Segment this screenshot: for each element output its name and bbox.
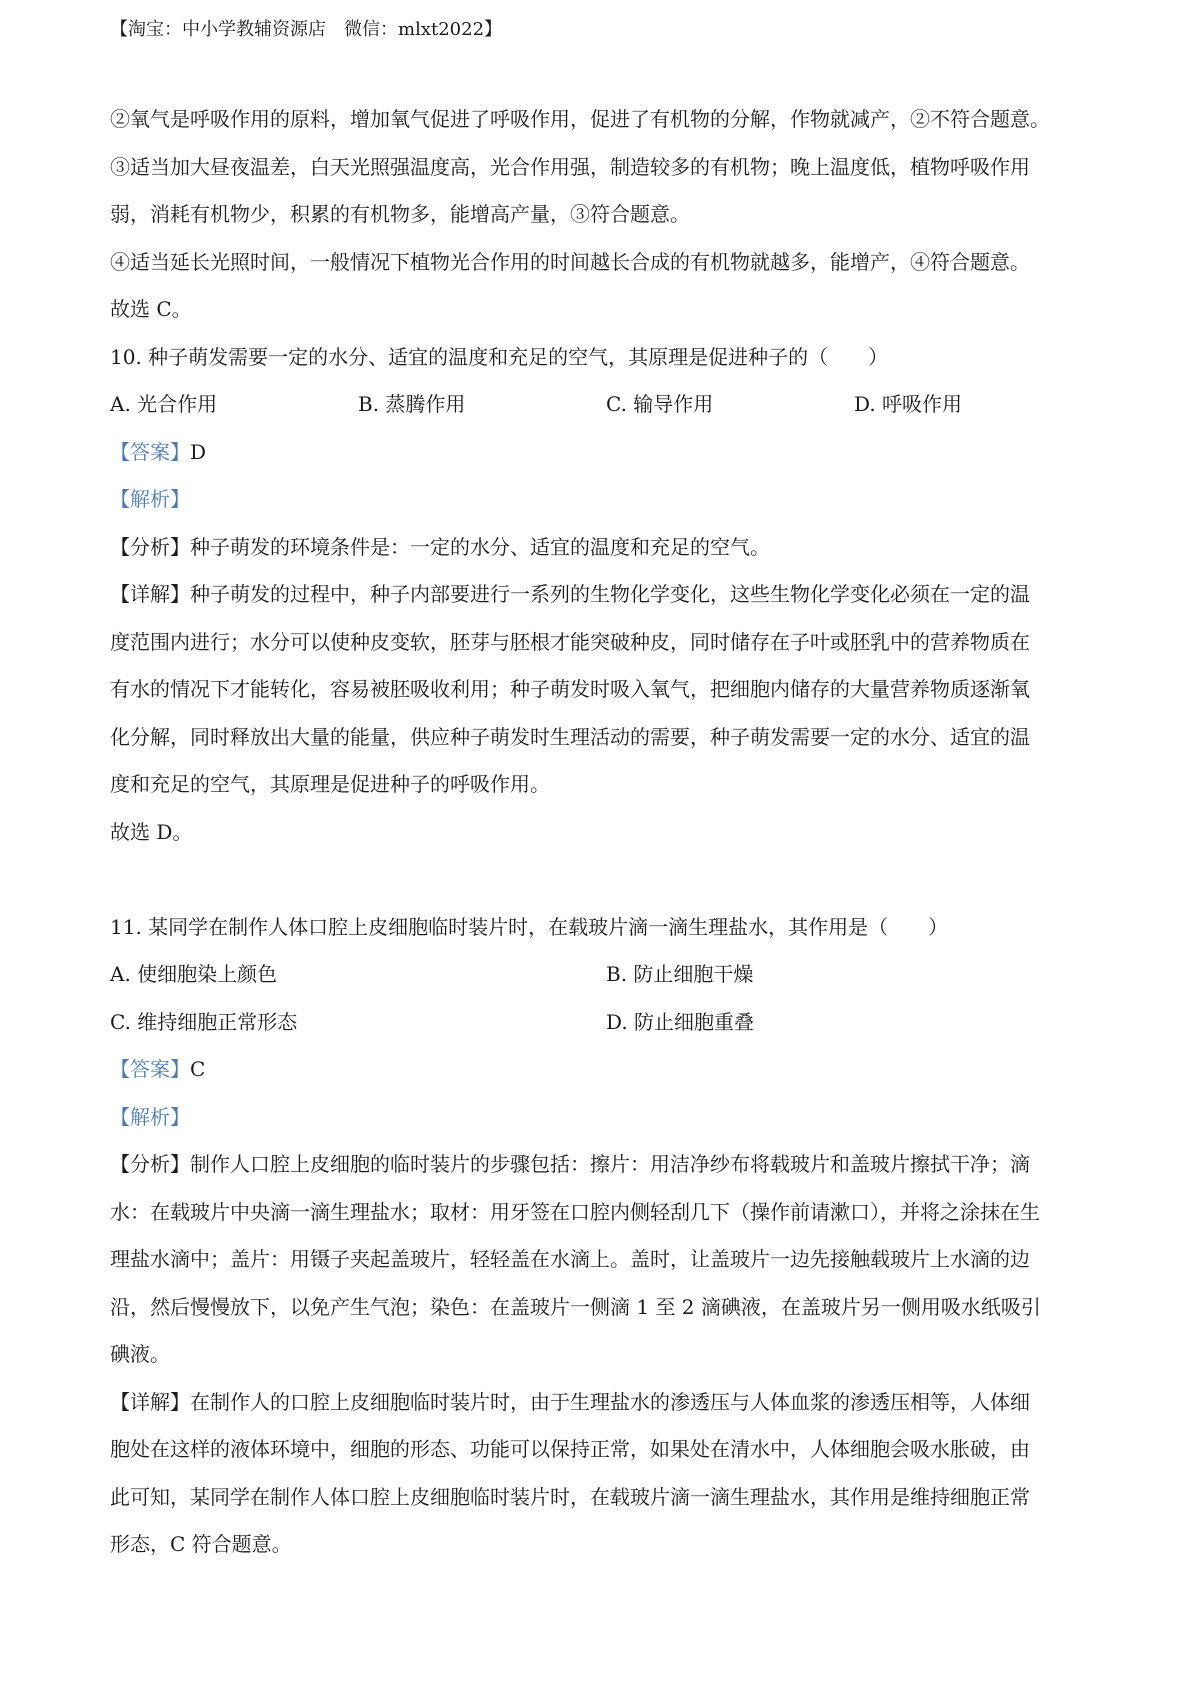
- xiangjie-text: 在制作人的口腔上皮细胞临时装片时，由于生理盐水的渗透压与人体血浆的渗透压相等，人体细: [190, 1389, 1030, 1414]
- option-d: D. 防止细胞重叠: [606, 1009, 755, 1034]
- fenxi-tag: 【分析】: [110, 534, 190, 559]
- answer-tag: 【答案】: [110, 1057, 190, 1081]
- text-line: 有水的情况下才能转化，容易被胚吸收利用；种子萌发时吸入氧气，把细胞内储存的大量营养物质逐渐氧: [110, 677, 1030, 701]
- option-d: D. 呼吸作用: [854, 392, 963, 416]
- text-line: 度和充足的空气，其原理是促进种子的呼吸作用。: [110, 772, 550, 796]
- question-stem: 10. 种子萌发需要一定的水分、适宜的温度和充足的空气，其原理是促进种子的（ ）: [110, 344, 889, 369]
- option-c: C. 维持细胞正常形态: [110, 1009, 298, 1034]
- option-a: A. 光合作用: [110, 392, 218, 416]
- xiangjie-text: 种子萌发的过程中，种子内部要进行一系列的生物化学变化，这些生物化学变化必须在一定的温: [190, 582, 1030, 606]
- fenxi-tag: 【分析】: [110, 1152, 190, 1176]
- answer-value: D: [190, 439, 207, 464]
- xiangjie-tag: 【详解】: [110, 1389, 190, 1414]
- question-10: [110, 334, 1100, 857]
- text-line: 理盐水滴中；盖片：用镊子夹起盖玻片，轻轻盖在水滴上。盖时，让盖玻片一边先接触载玻片上水滴的边: [110, 1247, 1030, 1271]
- text-line: 此可知，某同学在制作人体口腔上皮细胞临时装片时，在载玻片滴一滴生理盐水，其作用是维持细胞正常: [110, 1484, 1030, 1509]
- conclusion: 故选 C。: [110, 297, 192, 321]
- answer-tag: 【答案】: [110, 439, 190, 464]
- text-line: ③适当加大昼夜温差，白天光照强温度高，光合作用强，制造较多的有机物；晚上温度低，植物呼吸作用: [110, 154, 1030, 179]
- option-b: B. 蒸腾作用: [358, 392, 466, 416]
- analysis-heading: [110, 476, 1100, 524]
- text-line: 化分解，同时释放出大量的能量，供应种子萌发时生理活动的需要，种子萌发需要一定的水分、适宜的温: [110, 724, 1030, 749]
- option-list: [110, 381, 1100, 429]
- text-line: 沿，然后慢慢放下，以免产生气泡；染色：在盖玻片一侧滴 1 至 2 滴碘液，在盖玻片另一侧用吸水纸吸引: [110, 1294, 1041, 1319]
- text-line: 度范围内进行；水分可以使种皮变软，胚芽与胚根才能突破种皮，同时储存在子叶或胚乳中的营养物质在: [110, 629, 1030, 654]
- text-line: 碘液。: [110, 1342, 170, 1366]
- text-line: ④适当延长光照时间，一般情况下植物光合作用的时间越长合成的有机物就越多，能增产，④符合题意。: [110, 249, 1030, 274]
- analysis-heading: [110, 1094, 1100, 1142]
- fenxi-line: [110, 1141, 1100, 1189]
- xiangjie-line: [110, 571, 1100, 619]
- analysis-tag: 【解析】: [110, 487, 190, 511]
- fenxi-text: 制作人口腔上皮细胞的临时装片的步骤包括：擦片：用洁净纱布将载玻片和盖玻片擦拭干净；滴: [190, 1152, 1030, 1176]
- answer-line: [110, 429, 1100, 477]
- text-line: 弱，消耗有机物少，积累的有机物多，能增高产量，③符合题意。: [110, 202, 690, 226]
- option-a: A. 使细胞染上颜色: [110, 962, 278, 986]
- text-line: 形态，C 符合题意。: [110, 1532, 292, 1556]
- answer-line: [110, 1046, 1100, 1094]
- xiangjie-tag: 【详解】: [110, 582, 190, 606]
- text-line: 胞处在这样的液体环境中，细胞的形态、功能可以保持正常，如果处在清水中，人体细胞会吸水胀破，由: [110, 1437, 1030, 1461]
- prev-explanation: [110, 96, 1100, 334]
- analysis-tag: 【解析】: [110, 1104, 190, 1129]
- option-c: C. 输导作用: [606, 392, 714, 416]
- question-stem: 11. 某同学在制作人体口腔上皮细胞临时装片时，在载玻片滴一滴生理盐水，其作用是（ ）: [110, 914, 949, 939]
- answer-value: C: [190, 1057, 206, 1081]
- option-list: [110, 951, 1100, 1046]
- option-b: B. 防止细胞干燥: [606, 962, 754, 986]
- xiangjie-line: [110, 1379, 1100, 1427]
- fenxi-text: 种子萌发的环境条件是：一定的水分、适宜的温度和充足的空气。: [190, 534, 770, 559]
- page-header: 【淘宝：中小学教辅资源店 微信：mlxt2022】: [110, 19, 503, 40]
- question-11: [110, 904, 1100, 1569]
- text-line: ②氧气是呼吸作用的原料，增加氧气促进了呼吸作用，促进了有机物的分解，作物就减产，②不符合题意。: [110, 107, 1050, 131]
- document-body: [110, 96, 1100, 1569]
- fenxi-line: [110, 524, 1100, 572]
- spacer: [110, 856, 1100, 904]
- text-line: 水：在载玻片中央滴一滴生理盐水；取材：用牙签在口腔内侧轻刮几下（操作前请漱口），并将之涂抹在生: [110, 1199, 1040, 1224]
- conclusion: 故选 D。: [110, 819, 193, 844]
